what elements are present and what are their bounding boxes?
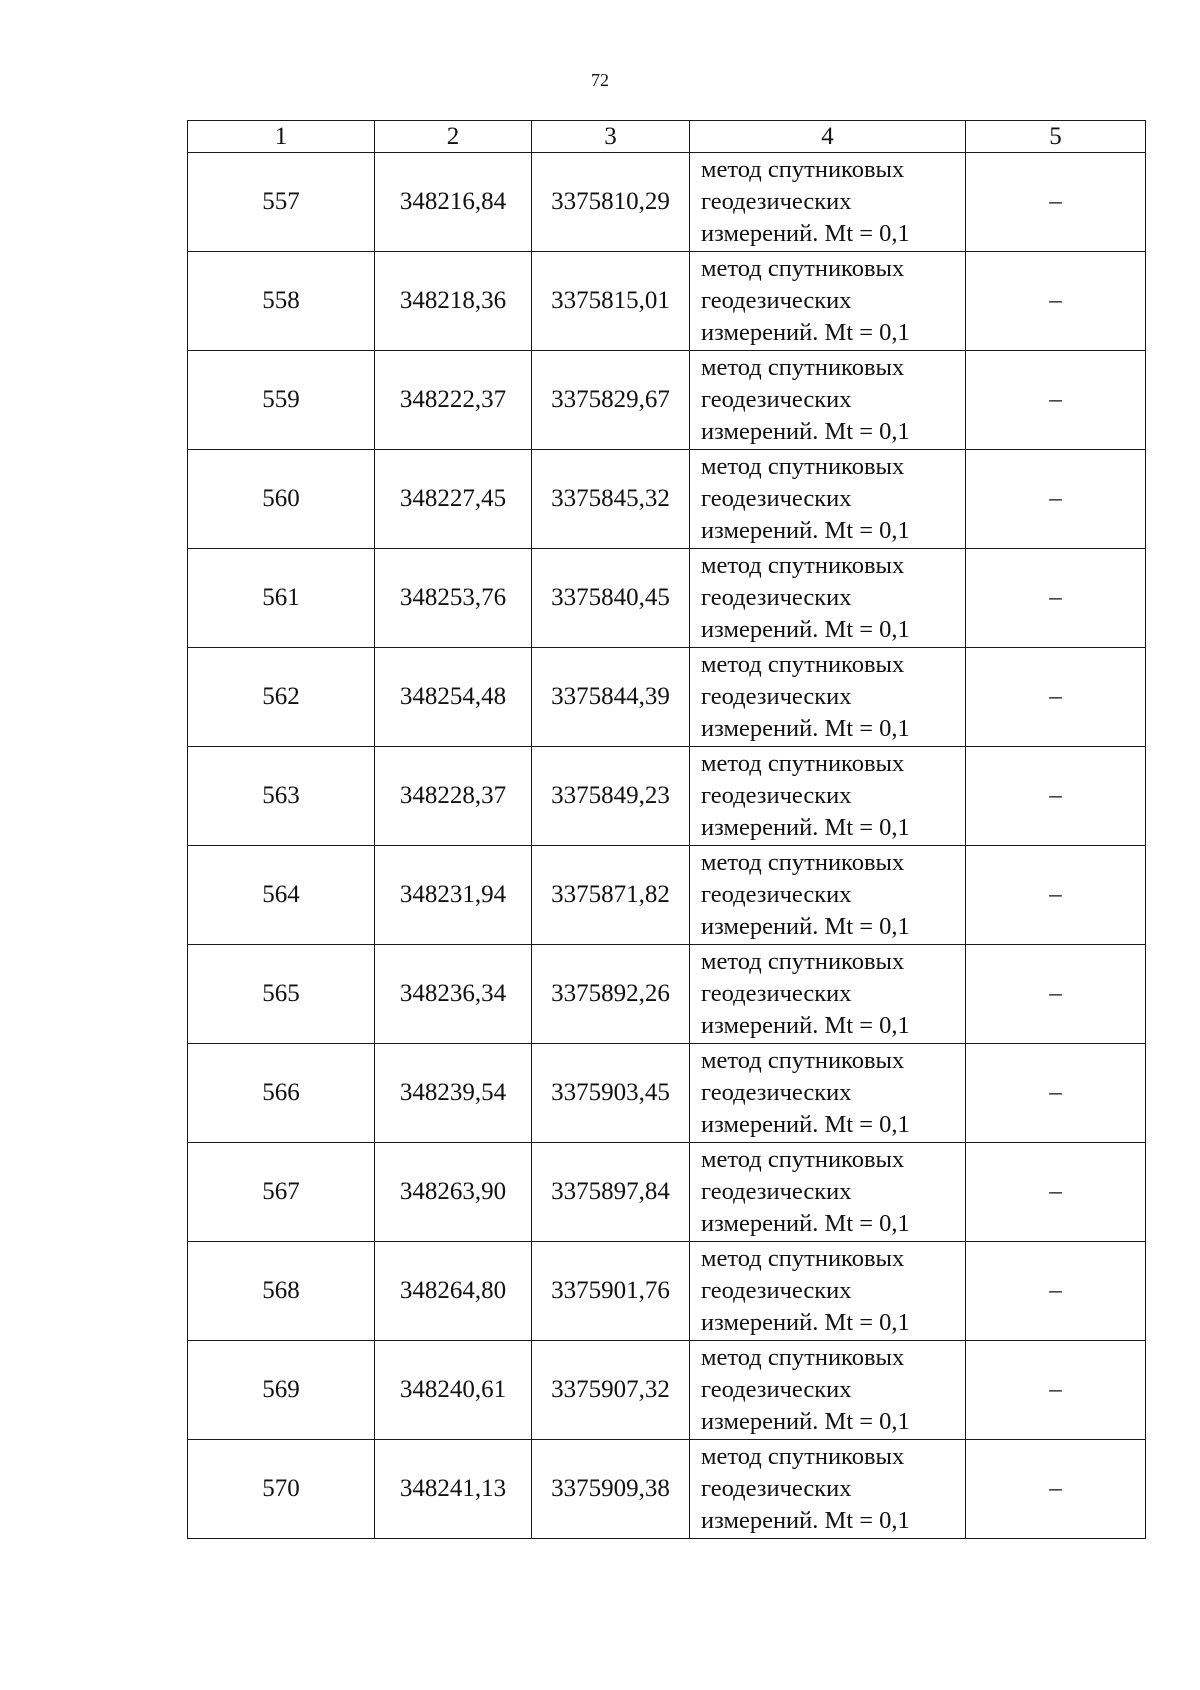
method-text-line: геодезических	[701, 386, 852, 413]
method-cell	[690, 351, 966, 450]
y-coordinate-cell: 3375892,26	[532, 945, 690, 1044]
x-coordinate-cell: 348240,61	[375, 1341, 532, 1440]
table-row	[188, 153, 1146, 252]
method-text-line: измерений. Mt = 0,1	[701, 517, 910, 544]
point-number-cell: 568	[188, 1242, 375, 1341]
note-cell: –	[966, 747, 1146, 846]
note-cell: –	[966, 351, 1146, 450]
table-row	[188, 549, 1146, 648]
point-number-cell: 560	[188, 450, 375, 549]
method-text-line: геодезических	[701, 980, 852, 1007]
x-coordinate-cell: 348216,84	[375, 153, 532, 252]
method-text-line: геодезических	[701, 485, 852, 512]
note-cell: –	[966, 945, 1146, 1044]
y-coordinate-cell: 3375845,32	[532, 450, 690, 549]
method-text-line: геодезических	[701, 1178, 852, 1205]
point-number-cell: 559	[188, 351, 375, 450]
x-coordinate-cell: 348236,34	[375, 945, 532, 1044]
table-body	[188, 153, 1146, 1539]
x-coordinate-cell: 348263,90	[375, 1143, 532, 1242]
method-text-line: геодезических	[701, 584, 852, 611]
x-coordinate-cell: 348227,45	[375, 450, 532, 549]
method-text-line: измерений. Mt = 0,1	[701, 418, 910, 445]
method-text-line: измерений. Mt = 0,1	[701, 1012, 910, 1039]
x-coordinate-cell: 348231,94	[375, 846, 532, 945]
table-row	[188, 1242, 1146, 1341]
method-text-line: измерений. Mt = 0,1	[701, 1507, 910, 1534]
y-coordinate-cell: 3375810,29	[532, 153, 690, 252]
table-row	[188, 648, 1146, 747]
method-cell	[690, 153, 966, 252]
method-cell	[690, 747, 966, 846]
note-cell: –	[966, 1044, 1146, 1143]
note-cell: –	[966, 252, 1146, 351]
note-cell: –	[966, 1242, 1146, 1341]
method-text-line: метод спутниковых	[701, 948, 905, 975]
method-text-line: измерений. Mt = 0,1	[701, 715, 910, 742]
table-row	[188, 1341, 1146, 1440]
table-row	[188, 1143, 1146, 1242]
x-coordinate-cell: 348254,48	[375, 648, 532, 747]
note-cell: –	[966, 549, 1146, 648]
method-text-line: измерений. Mt = 0,1	[701, 1111, 910, 1138]
column-header: 2	[375, 121, 532, 153]
point-number-cell: 562	[188, 648, 375, 747]
method-text-line: метод спутниковых	[701, 651, 905, 678]
method-text-line: геодезических	[701, 1079, 852, 1106]
method-text-line: измерений. Mt = 0,1	[701, 319, 910, 346]
y-coordinate-cell: 3375909,38	[532, 1440, 690, 1539]
method-cell	[690, 1242, 966, 1341]
y-coordinate-cell: 3375844,39	[532, 648, 690, 747]
method-text-line: измерений. Mt = 0,1	[701, 814, 910, 841]
table-header-row	[188, 121, 1146, 153]
method-cell	[690, 1044, 966, 1143]
method-text-line: измерений. Mt = 0,1	[701, 1408, 910, 1435]
method-text-line: метод спутниковых	[701, 354, 905, 381]
point-number-cell: 566	[188, 1044, 375, 1143]
point-number-cell: 557	[188, 153, 375, 252]
y-coordinate-cell: 3375901,76	[532, 1242, 690, 1341]
method-text-line: геодезических	[701, 287, 852, 314]
table-row	[188, 945, 1146, 1044]
table-row	[188, 846, 1146, 945]
method-cell	[690, 549, 966, 648]
table-row	[188, 747, 1146, 846]
method-text-line: геодезических	[701, 683, 852, 710]
y-coordinate-cell: 3375829,67	[532, 351, 690, 450]
coordinates-table	[187, 120, 1146, 1539]
method-text-line: геодезических	[701, 188, 852, 215]
method-text-line: метод спутниковых	[701, 453, 905, 480]
method-text-line: геодезических	[701, 1376, 852, 1403]
note-cell: –	[966, 450, 1146, 549]
y-coordinate-cell: 3375849,23	[532, 747, 690, 846]
method-text-line: измерений. Mt = 0,1	[701, 1210, 910, 1237]
table-row	[188, 1044, 1146, 1143]
table-row	[188, 252, 1146, 351]
x-coordinate-cell: 348241,13	[375, 1440, 532, 1539]
method-cell	[690, 252, 966, 351]
method-text-line: измерений. Mt = 0,1	[701, 220, 910, 247]
y-coordinate-cell: 3375907,32	[532, 1341, 690, 1440]
method-text-line: геодезических	[701, 1475, 852, 1502]
table-row	[188, 351, 1146, 450]
y-coordinate-cell: 3375897,84	[532, 1143, 690, 1242]
method-text-line: метод спутниковых	[701, 156, 905, 183]
x-coordinate-cell: 348218,36	[375, 252, 532, 351]
method-text-line: измерений. Mt = 0,1	[701, 1309, 910, 1336]
y-coordinate-cell: 3375903,45	[532, 1044, 690, 1143]
y-coordinate-cell: 3375815,01	[532, 252, 690, 351]
page-number: 72	[591, 70, 609, 90]
method-cell	[690, 648, 966, 747]
point-number-cell: 563	[188, 747, 375, 846]
method-cell	[690, 1143, 966, 1242]
point-number-cell: 567	[188, 1143, 375, 1242]
method-text-line: метод спутниковых	[701, 1344, 905, 1371]
point-number-cell: 561	[188, 549, 375, 648]
method-text-line: метод спутниковых	[701, 1146, 905, 1173]
note-cell: –	[966, 153, 1146, 252]
column-header: 5	[966, 121, 1146, 153]
method-text-line: геодезических	[701, 1277, 852, 1304]
x-coordinate-cell: 348228,37	[375, 747, 532, 846]
point-number-cell: 564	[188, 846, 375, 945]
x-coordinate-cell: 348253,76	[375, 549, 532, 648]
column-header: 3	[532, 121, 690, 153]
method-text-line: метод спутниковых	[701, 255, 905, 282]
method-cell	[690, 450, 966, 549]
method-cell	[690, 1440, 966, 1539]
x-coordinate-cell: 348264,80	[375, 1242, 532, 1341]
note-cell: –	[966, 648, 1146, 747]
table-row	[188, 1440, 1146, 1539]
note-cell: –	[966, 846, 1146, 945]
table-row	[188, 450, 1146, 549]
x-coordinate-cell: 348239,54	[375, 1044, 532, 1143]
point-number-cell: 558	[188, 252, 375, 351]
method-cell	[690, 1341, 966, 1440]
method-text-line: геодезических	[701, 881, 852, 908]
method-text-line: метод спутниковых	[701, 750, 905, 777]
method-text-line: метод спутниковых	[701, 552, 905, 579]
method-text-line: измерений. Mt = 0,1	[701, 913, 910, 940]
point-number-cell: 565	[188, 945, 375, 1044]
method-cell	[690, 945, 966, 1044]
y-coordinate-cell: 3375871,82	[532, 846, 690, 945]
x-coordinate-cell: 348222,37	[375, 351, 532, 450]
note-cell: –	[966, 1440, 1146, 1539]
note-cell: –	[966, 1341, 1146, 1440]
method-text-line: метод спутниковых	[701, 849, 905, 876]
method-text-line: измерений. Mt = 0,1	[701, 616, 910, 643]
method-text-line: геодезических	[701, 782, 852, 809]
column-header: 4	[690, 121, 966, 153]
method-text-line: метод спутниковых	[701, 1443, 905, 1470]
method-cell	[690, 846, 966, 945]
y-coordinate-cell: 3375840,45	[532, 549, 690, 648]
point-number-cell: 570	[188, 1440, 375, 1539]
column-header: 1	[188, 121, 375, 153]
point-number-cell: 569	[188, 1341, 375, 1440]
method-text-line: метод спутниковых	[701, 1047, 905, 1074]
note-cell: –	[966, 1143, 1146, 1242]
method-text-line: метод спутниковых	[701, 1245, 905, 1272]
